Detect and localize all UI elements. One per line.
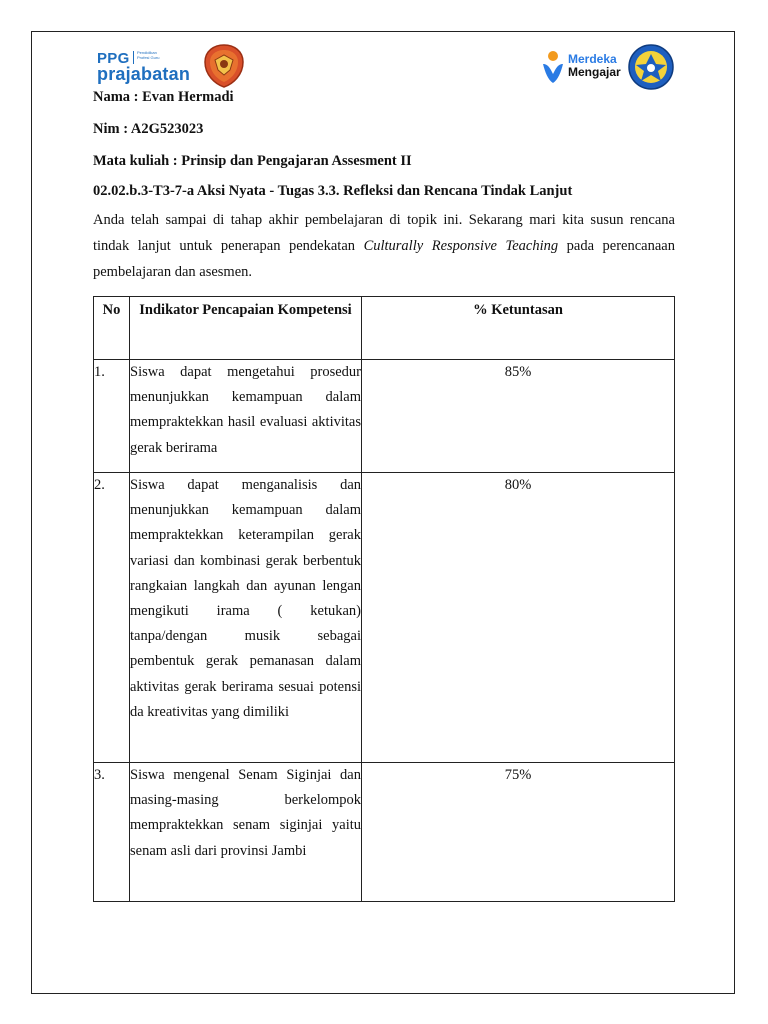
- kemendikbud-emblem-icon: [628, 44, 674, 90]
- row-ketuntasan: 85%: [362, 360, 675, 473]
- header-ketuntasan: % Ketuntasan: [362, 297, 675, 360]
- mengajar-text: Mengajar: [568, 65, 621, 79]
- competency-table: [93, 296, 675, 902]
- header-indikator: Indikator Pencapaian Kompetensi: [130, 297, 362, 360]
- row-ketuntasan: 75%: [362, 763, 675, 902]
- row-number: 1.: [94, 360, 130, 473]
- row-number: 3.: [94, 763, 130, 902]
- university-crest-icon: [203, 44, 245, 88]
- table-row: [94, 360, 675, 473]
- student-nim: Nim : A2G523023: [93, 121, 204, 137]
- assignment-title: 02.02.b.3-T3-7-a Aksi Nyata - Tugas 3.3. Refleksi dan Rencana Tindak Lanjut: [93, 183, 573, 199]
- merdeka-mengajar-icon: [540, 50, 566, 84]
- ppg-logo-subtext: Pendidikan Profesi Guru: [137, 50, 160, 60]
- table-row: [94, 763, 675, 902]
- intro-italic-term: Culturally Responsive Teaching: [363, 238, 559, 254]
- intro-text-1: Anda telah sampai di tahap akhir pembelajaran di topik ini. Sekarang mari kita susun rencana tindak lanjut untuk penerapan pendekatan: [93, 212, 675, 254]
- prajabatan-logo-text: prajabatan: [97, 64, 191, 84]
- header-no: No: [94, 297, 130, 360]
- table-header-row: [94, 297, 675, 360]
- student-name: Nama : Evan Hermadi: [93, 89, 234, 105]
- merdeka-mengajar-logo: [540, 44, 675, 90]
- course-name: Mata kuliah : Prinsip dan Pengajaran Assesment II: [93, 153, 412, 169]
- row-indikator: Siswa mengenal Senam Siginjai dan masing-masing berkelompok mempraktekkan senam siginjai yaitu senam asli dari provinsi Jambi: [130, 763, 362, 902]
- merdeka-text: Merdeka: [568, 52, 617, 66]
- intro-paragraph: [93, 207, 675, 285]
- row-number: 2.: [94, 473, 130, 763]
- intro-text-2: pada perencanaan pembelajaran dan asesmen.: [93, 238, 675, 280]
- row-indikator: Siswa dapat mengetahui prosedur menunjukkan kemampuan dalam mempraktekkan hasil evaluasi aktivitas gerak berirama: [130, 360, 362, 473]
- ppg-logo-divider: [133, 51, 134, 64]
- table-row: [94, 473, 675, 763]
- ppg-prajabatan-logo: [97, 44, 272, 90]
- row-ketuntasan: 80%: [362, 473, 675, 763]
- ppg-logo-text: PPG: [97, 50, 130, 67]
- row-indikator: Siswa dapat menganalisis dan menunjukkan kemampuan dalam mempraktekkan keterampilan gerak variasi dan kombinasi gerak berbentuk rangkaian langkah dan ayunan lengan mengikuti irama ( ketukan) tanpa/dengan musik sebagai pembentuk gerak pemanasan dalam aktivitas gerak berirama sesuai potensi da kreativitas yang dimiliki: [130, 473, 362, 763]
